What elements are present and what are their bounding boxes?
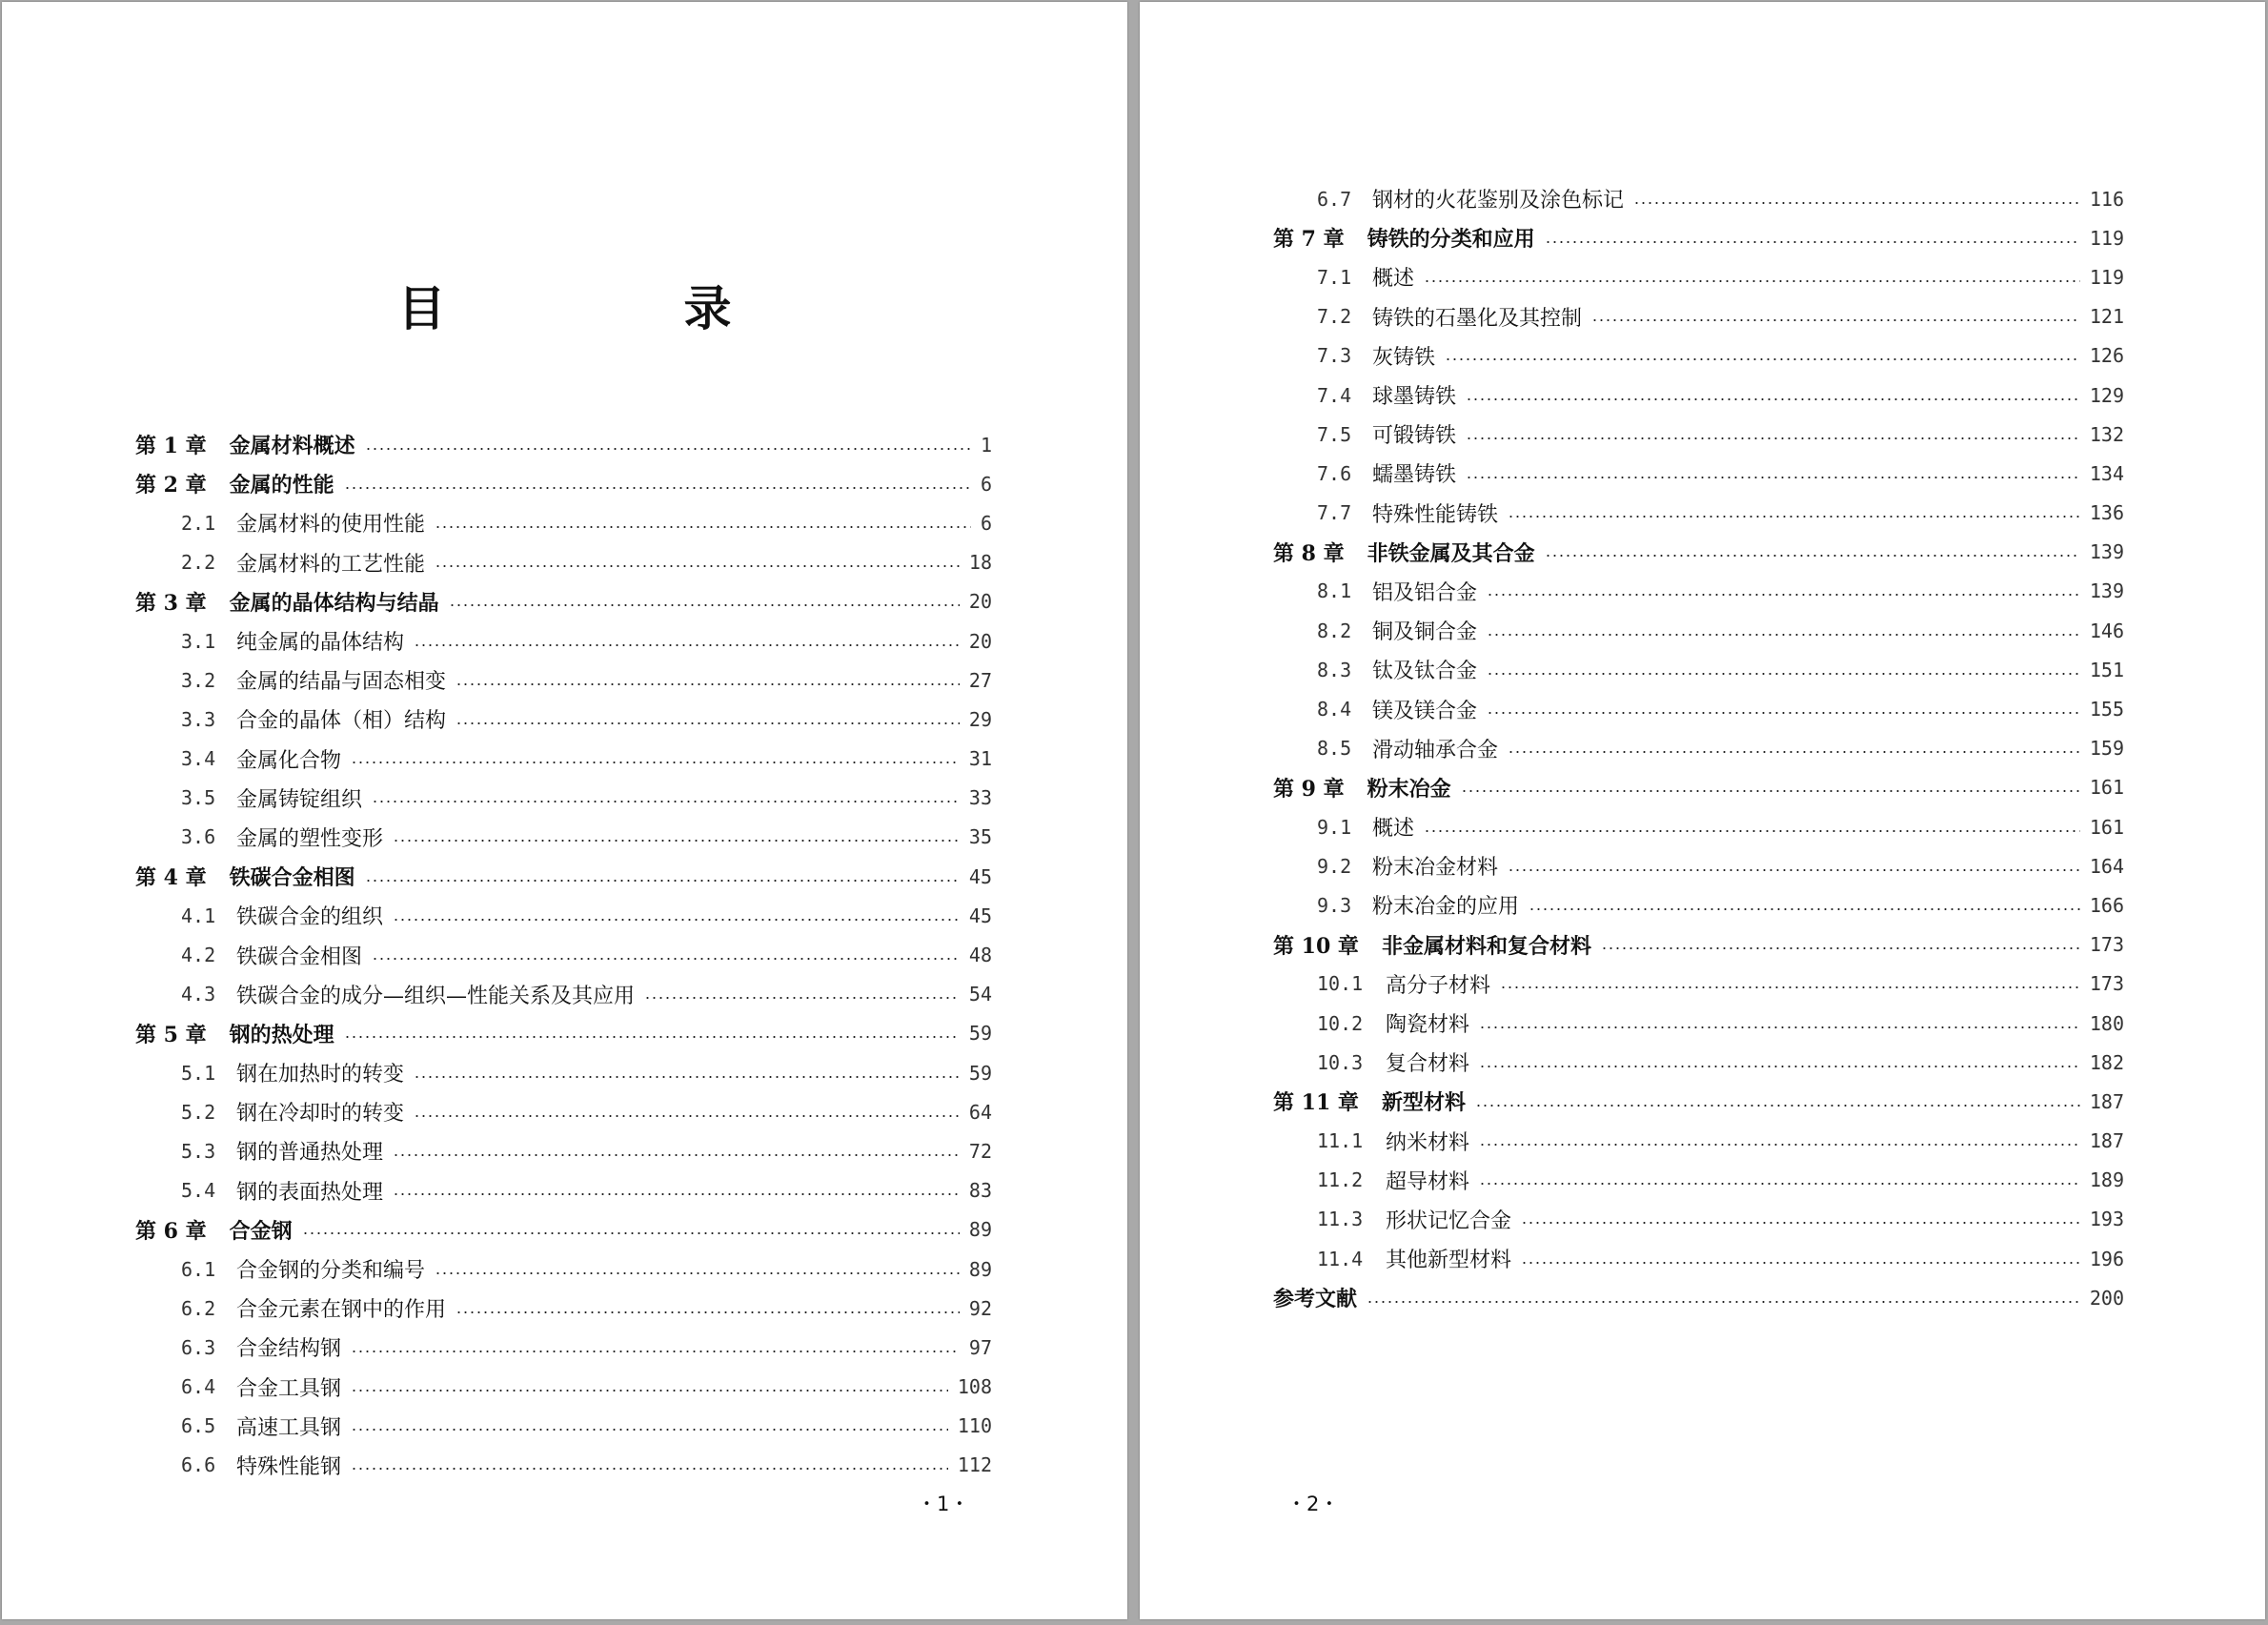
toc-entry-page-number: 187 — [2089, 1089, 2124, 1113]
toc-entry-page-number: 193 — [2089, 1208, 2124, 1231]
toc-entry-number: 10.2 — [1317, 1011, 1364, 1035]
dot-leader — [1591, 319, 2080, 321]
toc-entry-number: 第 5 章 — [135, 1022, 207, 1047]
toc-section-entry[interactable] — [1140, 611, 2265, 650]
toc-entry-page-number: 35 — [968, 825, 992, 849]
toc-entry-page-number: 18 — [968, 551, 992, 575]
toc-entry-page-number: 139 — [2089, 540, 2124, 564]
toc-entry-title: 参考文献 — [1273, 1287, 1358, 1312]
toc-list-left — [2, 425, 1127, 1485]
toc-entry-page-number: 132 — [2089, 422, 2124, 446]
toc-section-entry[interactable] — [2, 896, 1127, 935]
toc-title: 目 录 — [397, 280, 827, 336]
dot-leader — [344, 1036, 960, 1038]
toc-entry-title: 特殊性能钢 — [236, 1454, 342, 1479]
toc-entry-title: 钢在冷却时的转变 — [236, 1102, 405, 1127]
toc-section-entry[interactable] — [1140, 1043, 2265, 1082]
dot-leader — [351, 1390, 948, 1391]
toc-entry-number: 第 8 章 — [1273, 540, 1345, 566]
page-number-footer: ・2・ — [1286, 1493, 1340, 1515]
dot-leader — [393, 1154, 960, 1156]
toc-entry-title: 合金工具钢 — [236, 1376, 342, 1401]
dot-leader — [435, 526, 971, 528]
toc-section-entry[interactable] — [1140, 572, 2265, 611]
toc-chapter-entry[interactable] — [1140, 1278, 2265, 1317]
toc-entry-page-number: 59 — [968, 1022, 992, 1046]
toc-chapter-entry[interactable] — [1140, 533, 2265, 572]
toc-section-entry[interactable] — [1140, 1122, 2265, 1161]
toc-entry-number: 9.3 — [1317, 893, 1352, 917]
toc-section-entry[interactable] — [2, 503, 1127, 542]
dot-leader — [456, 1311, 960, 1313]
toc-entry-page-number: 119 — [2089, 265, 2124, 289]
dot-leader — [1479, 1066, 2080, 1067]
toc-entry-number: 10.3 — [1317, 1050, 1364, 1074]
toc-section-entry[interactable] — [2, 1328, 1127, 1367]
toc-section-entry[interactable] — [2, 1171, 1127, 1210]
toc-section-entry[interactable] — [2, 621, 1127, 660]
toc-entry-title: 概述 — [1372, 267, 1415, 292]
toc-entry-title: 概述 — [1372, 817, 1415, 842]
toc-entry-title: 钢在加热时的转变 — [236, 1063, 405, 1087]
dot-leader — [1479, 1144, 2080, 1146]
toc-entry-title: 钢材的火花鉴别及涂色标记 — [1372, 189, 1625, 213]
toc-entry-title: 陶瓷材料 — [1386, 1013, 1470, 1038]
toc-section-entry[interactable] — [2, 660, 1127, 700]
toc-entry-page-number: 31 — [968, 747, 992, 771]
toc-entry-title: 高分子材料 — [1386, 973, 1491, 998]
dot-leader — [1475, 1105, 2080, 1107]
toc-entry-number: 11.2 — [1317, 1168, 1364, 1192]
toc-entry-title: 金属铸锭组织 — [236, 787, 363, 812]
toc-section-entry[interactable] — [1140, 689, 2265, 728]
toc-entry-number: 5.2 — [181, 1100, 216, 1124]
toc-entry-page-number: 33 — [968, 786, 992, 810]
toc-entry-title: 金属化合物 — [236, 748, 342, 773]
dot-leader — [1500, 986, 2080, 988]
toc-section-entry[interactable] — [2, 740, 1127, 779]
dot-leader — [1445, 358, 2080, 360]
toc-section-entry[interactable] — [2, 1131, 1127, 1170]
toc-entry-page-number: 119 — [2089, 226, 2124, 250]
toc-section-entry[interactable] — [1140, 1161, 2265, 1200]
dot-leader — [1479, 1183, 2080, 1185]
toc-entry-title: 合金钢的分类和编号 — [236, 1259, 426, 1284]
toc-section-entry[interactable] — [2, 1053, 1127, 1092]
toc-entry-title: 钢的表面热处理 — [236, 1180, 384, 1205]
toc-entry-number: 第 6 章 — [135, 1218, 207, 1244]
toc-section-entry[interactable] — [2, 700, 1127, 739]
toc-entry-number: 9.1 — [1317, 815, 1352, 839]
toc-entry-page-number: 196 — [2089, 1247, 2124, 1270]
toc-entry-page-number: 136 — [2089, 501, 2124, 525]
toc-entry-page-number: 64 — [968, 1100, 992, 1124]
toc-entry-title: 滑动轴承合金 — [1372, 738, 1499, 762]
toc-entry-number: 6.2 — [181, 1296, 216, 1320]
dot-leader — [1466, 437, 2080, 439]
toc-section-entry[interactable] — [1140, 454, 2265, 493]
toc-entry-number: 第 9 章 — [1273, 776, 1345, 802]
toc-chapter-entry[interactable] — [2, 857, 1127, 896]
toc-chapter-entry[interactable] — [1140, 768, 2265, 807]
toc-entry-title: 球墨铸铁 — [1372, 385, 1457, 410]
toc-entry-number: 第 2 章 — [135, 473, 207, 498]
toc-entry-title: 灰铸铁 — [1372, 345, 1436, 370]
dot-leader — [1521, 1222, 2080, 1224]
toc-entry-title: 金属材料的使用性能 — [236, 513, 426, 538]
toc-entry-page-number: 108 — [957, 1375, 992, 1399]
dot-leader — [351, 1468, 948, 1470]
toc-section-entry[interactable] — [2, 1092, 1127, 1131]
toc-entry-page-number: 121 — [2089, 305, 2124, 329]
toc-chapter-entry[interactable] — [2, 1014, 1127, 1053]
toc-entry-number: 3.5 — [181, 786, 216, 810]
dot-leader — [372, 958, 960, 960]
toc-entry-number: 7.3 — [1317, 344, 1352, 368]
toc-section-entry[interactable] — [2, 543, 1127, 582]
toc-entry-page-number: 59 — [968, 1061, 992, 1085]
toc-entry-number: 6.3 — [181, 1335, 216, 1359]
toc-entry-page-number: 180 — [2089, 1011, 2124, 1035]
toc-entry-title: 特殊性能铸铁 — [1372, 502, 1499, 527]
toc-entry-title: 金属材料的工艺性能 — [236, 552, 426, 577]
toc-entry-title: 金属的晶体结构与结晶 — [229, 590, 439, 616]
toc-entry-page-number: 159 — [2089, 737, 2124, 761]
toc-entry-title: 合金钢 — [229, 1218, 293, 1244]
toc-entry-title: 蠕墨铸铁 — [1372, 463, 1457, 488]
toc-entry-title: 铜及铜合金 — [1372, 620, 1478, 645]
toc-entry-page-number: 151 — [2089, 658, 2124, 681]
toc-entry-number: 4.1 — [181, 904, 216, 927]
toc-entry-number: 8.5 — [1317, 737, 1352, 761]
toc-section-entry[interactable] — [2, 1368, 1127, 1407]
toc-entry-title: 铝及铝合金 — [1372, 580, 1478, 605]
dot-leader — [414, 1076, 960, 1078]
dot-leader — [1529, 908, 2080, 910]
dot-leader — [456, 683, 960, 685]
toc-entry-title: 高速工具钢 — [236, 1415, 342, 1440]
toc-entry-number: 11.4 — [1317, 1247, 1364, 1270]
toc-entry-title: 非铁金属及其合金 — [1367, 540, 1535, 566]
toc-entry-title: 金属的性能 — [229, 473, 334, 498]
dot-leader — [365, 448, 971, 450]
toc-entry-title: 铁碳合金的组织 — [236, 905, 384, 930]
dot-leader — [1487, 712, 2080, 714]
toc-entry-title: 铁碳合金相图 — [236, 945, 363, 969]
toc-chapter-entry[interactable] — [2, 425, 1127, 464]
dot-leader — [351, 1429, 948, 1431]
toc-entry-page-number: 54 — [968, 983, 992, 1006]
toc-entry-title: 复合材料 — [1386, 1052, 1470, 1077]
toc-entry-page-number: 6 — [980, 472, 992, 496]
toc-section-entry[interactable] — [2, 935, 1127, 974]
toc-entry-title: 形状记忆合金 — [1386, 1209, 1512, 1233]
toc-entry-number: 7.2 — [1317, 305, 1352, 329]
dot-leader — [1479, 1026, 2080, 1028]
toc-entry-number: 7.5 — [1317, 422, 1352, 446]
toc-entry-page-number: 45 — [968, 864, 992, 888]
toc-section-entry[interactable] — [2, 1446, 1127, 1485]
toc-entry-number: 3.6 — [181, 825, 216, 849]
toc-section-entry[interactable] — [1140, 1200, 2265, 1239]
dot-leader — [1633, 202, 2080, 204]
dot-leader — [435, 565, 960, 567]
toc-entry-title: 钢的热处理 — [229, 1022, 334, 1047]
dot-leader — [1487, 594, 2080, 596]
toc-chapter-entry[interactable] — [2, 1210, 1127, 1249]
toc-entry-title: 合金的晶体（相）结构 — [236, 709, 447, 734]
toc-section-entry[interactable] — [1140, 494, 2265, 533]
toc-entry-title: 粉末冶金的应用 — [1372, 895, 1520, 920]
toc-section-entry[interactable] — [1140, 179, 2265, 218]
dot-leader — [393, 919, 960, 921]
dot-leader — [351, 762, 960, 763]
toc-section-entry[interactable] — [2, 975, 1127, 1014]
toc-entry-title: 非金属材料和复合材料 — [1381, 933, 1591, 959]
toc-entry-page-number: 48 — [968, 944, 992, 967]
dot-leader — [1461, 790, 2080, 792]
toc-section-entry[interactable] — [1140, 885, 2265, 924]
toc-entry-page-number: 182 — [2089, 1050, 2124, 1074]
page-number-footer: ・1・ — [917, 1493, 970, 1515]
toc-entry-page-number: 29 — [968, 707, 992, 731]
dot-leader — [435, 1272, 960, 1274]
dot-leader — [1508, 869, 2080, 871]
toc-entry-page-number: 97 — [968, 1335, 992, 1359]
toc-section-entry[interactable] — [1140, 1004, 2265, 1043]
dot-leader — [1487, 634, 2080, 636]
toc-entry-page-number: 92 — [968, 1296, 992, 1320]
toc-entry-page-number: 45 — [968, 904, 992, 927]
toc-entry-title: 金属的塑性变形 — [236, 826, 384, 851]
toc-entry-page-number: 1 — [980, 433, 992, 457]
toc-section-entry[interactable] — [2, 818, 1127, 857]
toc-entry-page-number: 89 — [968, 1257, 992, 1281]
toc-entry-title: 铸铁的石墨化及其控制 — [1372, 306, 1583, 331]
dot-leader — [1545, 241, 2080, 243]
toc-entry-title: 合金元素在钢中的作用 — [236, 1298, 447, 1323]
toc-entry-title: 钛及钛合金 — [1372, 660, 1478, 684]
toc-entry-title: 合金结构钢 — [236, 1337, 342, 1362]
toc-entry-number: 3.1 — [181, 629, 216, 653]
toc-entry-number: 第 1 章 — [135, 434, 207, 459]
toc-section-entry[interactable] — [1140, 846, 2265, 885]
toc-entry-number: 7.4 — [1317, 383, 1352, 407]
dot-leader — [393, 840, 960, 842]
dot-leader — [414, 1115, 960, 1117]
dot-leader — [351, 1351, 960, 1352]
toc-entry-number: 10.1 — [1317, 972, 1364, 996]
toc-entry-page-number: 173 — [2089, 933, 2124, 957]
toc-entry-page-number: 20 — [968, 590, 992, 614]
dot-leader — [1466, 398, 2080, 400]
toc-section-entry[interactable] — [2, 1249, 1127, 1289]
dot-leader — [365, 880, 960, 882]
dot-leader — [1508, 751, 2080, 753]
toc-entry-page-number: 116 — [2089, 187, 2124, 211]
toc-entry-page-number: 173 — [2089, 972, 2124, 996]
toc-entry-page-number: 110 — [957, 1414, 992, 1438]
toc-entry-page-number: 27 — [968, 668, 992, 692]
toc-entry-number: 5.1 — [181, 1061, 216, 1085]
toc-entry-title: 新型材料 — [1381, 1090, 1466, 1116]
dot-leader — [1466, 477, 2080, 478]
toc-entry-page-number: 164 — [2089, 854, 2124, 878]
toc-section-entry[interactable] — [1140, 257, 2265, 296]
toc-entry-number: 8.1 — [1317, 579, 1352, 603]
toc-entry-title: 铁碳合金的成分—组织—性能关系及其应用 — [236, 984, 636, 1008]
toc-entry-number: 第 10 章 — [1273, 933, 1359, 959]
toc-entry-number: 7.7 — [1317, 501, 1352, 525]
toc-entry-page-number: 200 — [2089, 1286, 2124, 1310]
toc-entry-number: 4.2 — [181, 944, 216, 967]
toc-entry-number: 第 7 章 — [1273, 227, 1345, 253]
toc-entry-number: 6.7 — [1317, 187, 1352, 211]
toc-entry-title: 粉末冶金材料 — [1372, 856, 1499, 881]
toc-entry-page-number: 139 — [2089, 579, 2124, 603]
toc-entry-number: 8.3 — [1317, 658, 1352, 681]
toc-entry-title: 钢的普通热处理 — [236, 1141, 384, 1166]
dot-leader — [414, 644, 960, 646]
dot-leader — [1521, 1262, 2080, 1264]
toc-chapter-entry[interactable] — [2, 582, 1127, 621]
toc-entry-number: 6.5 — [181, 1414, 216, 1438]
toc-section-entry[interactable] — [1140, 965, 2265, 1004]
dot-leader — [344, 487, 971, 489]
dot-leader — [372, 801, 960, 802]
toc-entry-page-number: 129 — [2089, 383, 2124, 407]
toc-section-entry[interactable] — [1140, 729, 2265, 768]
dot-leader — [393, 1193, 960, 1195]
toc-entry-page-number: 155 — [2089, 698, 2124, 721]
toc-entry-title: 超导材料 — [1386, 1169, 1470, 1194]
toc-entry-number: 4.3 — [181, 983, 216, 1006]
toc-entry-number: 第 4 章 — [135, 865, 207, 891]
toc-section-entry[interactable] — [1140, 650, 2265, 689]
toc-section-entry[interactable] — [1140, 415, 2265, 454]
toc-entry-number: 11.3 — [1317, 1208, 1364, 1231]
toc-entry-number: 5.3 — [181, 1139, 216, 1163]
toc-entry-number: 第 11 章 — [1273, 1090, 1359, 1116]
toc-entry-number: 8.2 — [1317, 619, 1352, 642]
toc-entry-page-number: 72 — [968, 1139, 992, 1163]
toc-section-entry[interactable] — [1140, 336, 2265, 376]
toc-chapter-entry[interactable] — [1140, 218, 2265, 257]
toc-chapter-entry[interactable] — [1140, 925, 2265, 965]
toc-section-entry[interactable] — [2, 1407, 1127, 1446]
toc-entry-title: 铸铁的分类和应用 — [1367, 227, 1535, 253]
toc-entry-number: 6.6 — [181, 1453, 216, 1477]
toc-entry-number: 6.1 — [181, 1257, 216, 1281]
toc-entry-title: 镁及镁合金 — [1372, 699, 1478, 723]
toc-entry-number: 6.4 — [181, 1375, 216, 1399]
toc-chapter-entry[interactable] — [2, 464, 1127, 503]
toc-entry-number: 2.1 — [181, 511, 216, 535]
toc-entry-page-number: 146 — [2089, 619, 2124, 642]
toc-entry-page-number: 6 — [980, 511, 992, 535]
dot-leader — [1508, 516, 2080, 518]
toc-entry-number: 3.3 — [181, 707, 216, 731]
toc-entry-number: 7.1 — [1317, 265, 1352, 289]
toc-entry-page-number: 161 — [2089, 776, 2124, 800]
dot-leader — [1487, 673, 2080, 675]
toc-entry-title: 金属的结晶与固态相变 — [236, 670, 447, 695]
toc-list-right — [1140, 179, 2265, 1317]
toc-entry-page-number: 134 — [2089, 461, 2124, 485]
toc-entry-page-number: 161 — [2089, 815, 2124, 839]
toc-entry-page-number: 166 — [2089, 893, 2124, 917]
toc-entry-number: 8.4 — [1317, 698, 1352, 721]
toc-entry-number: 7.6 — [1317, 461, 1352, 485]
toc-entry-page-number: 126 — [2089, 344, 2124, 368]
toc-entry-number: 2.2 — [181, 551, 216, 575]
dot-leader — [1601, 947, 2080, 949]
toc-entry-number: 9.2 — [1317, 854, 1352, 878]
toc-section-entry[interactable] — [1140, 376, 2265, 415]
toc-section-entry[interactable] — [2, 1289, 1127, 1328]
toc-section-entry[interactable] — [1140, 1239, 2265, 1278]
toc-section-entry[interactable] — [2, 779, 1127, 818]
dot-leader — [456, 722, 960, 724]
toc-entry-number: 11.1 — [1317, 1129, 1364, 1153]
toc-entry-title: 可锻铸铁 — [1372, 424, 1457, 449]
toc-entry-page-number: 189 — [2089, 1168, 2124, 1192]
toc-section-entry[interactable] — [1140, 807, 2265, 846]
toc-entry-title: 粉末冶金 — [1367, 776, 1451, 802]
toc-entry-title: 铁碳合金相图 — [229, 865, 355, 891]
dot-leader — [449, 604, 960, 606]
dot-leader — [302, 1232, 960, 1234]
toc-chapter-entry[interactable] — [1140, 1082, 2265, 1121]
dot-leader — [1424, 280, 2080, 282]
dot-leader — [1367, 1301, 2080, 1303]
toc-entry-number: 第 3 章 — [135, 590, 207, 616]
dot-leader — [644, 997, 960, 999]
toc-entry-title: 纳米材料 — [1386, 1130, 1470, 1155]
toc-entry-title: 纯金属的晶体结构 — [236, 631, 405, 656]
dot-leader — [1545, 555, 2080, 557]
toc-entry-page-number: 187 — [2089, 1129, 2124, 1153]
toc-entry-number: 3.4 — [181, 747, 216, 771]
toc-entry-title: 其他新型材料 — [1386, 1249, 1512, 1273]
toc-entry-page-number: 20 — [968, 629, 992, 653]
document-page-left — [2, 2, 1127, 1619]
toc-entry-number: 3.2 — [181, 668, 216, 692]
dot-leader — [1424, 830, 2080, 832]
document-page-right — [1140, 2, 2265, 1619]
toc-entry-number: 5.4 — [181, 1179, 216, 1203]
toc-entry-page-number: 83 — [968, 1179, 992, 1203]
toc-section-entry[interactable] — [1140, 297, 2265, 336]
toc-entry-title: 金属材料概述 — [229, 434, 355, 459]
toc-entry-page-number: 89 — [968, 1218, 992, 1242]
toc-entry-page-number: 112 — [957, 1453, 992, 1477]
